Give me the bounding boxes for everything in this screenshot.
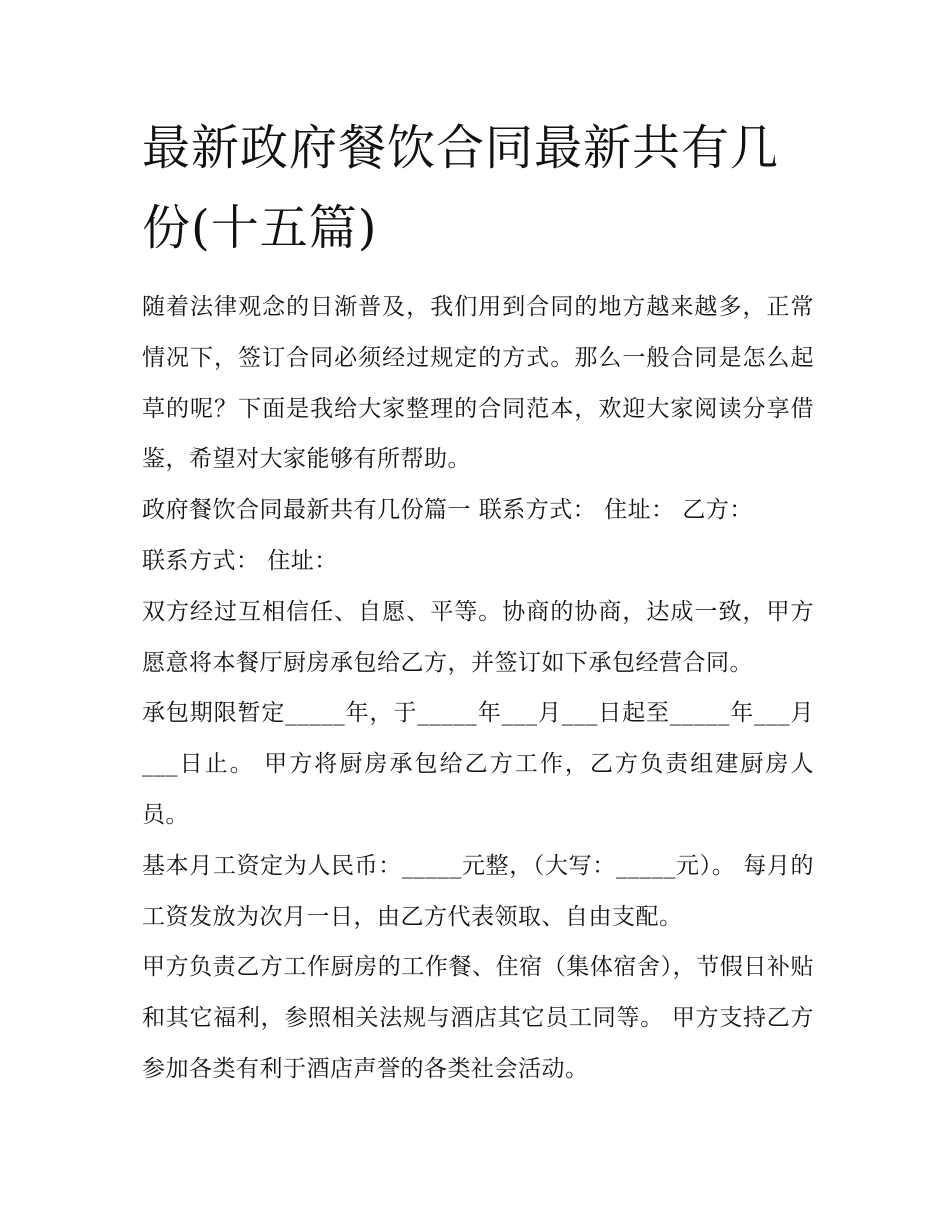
agreement-paragraph: 双方经过互相信任、自愿、平等。协商的协商，达成一致，甲方愿意将本餐厅厨房承包给乙方，并签订如下承包经营合同。 — [142, 598, 814, 676]
contact-line-1: 政府餐饮合同最新共有几份篇一 联系方式： 住址： 乙方： — [142, 497, 753, 524]
salary-paragraph: 基本月工资定为人民币：_____元整，（大写：_____元）。 每月的工资发放为次月一日，由乙方代表领取、自由支配。 — [142, 852, 814, 930]
document-page — [142, 108, 814, 1095]
contact-line-2: 联系方式： 住址： — [142, 547, 338, 574]
benefits-paragraph: 甲方负责乙方工作厨房的工作餐、住宿（集体宿舍），节假日补贴和其它福利，参照相关法规与酒店其它员工同等。 甲方支持乙方参加各类有利于酒店声誉的各类社会活动。 — [142, 954, 814, 1082]
document-title: 最新政府餐饮合同最新共有几份(十五篇) — [142, 120, 780, 256]
term-paragraph: 承包期限暂定_____年，于_____年___月___日起至_____年___月___日止。 甲方将厨房承包给乙方工作，乙方负责组建厨房人员。 — [142, 700, 814, 828]
intro-paragraph: 随着法律观念的日渐普及，我们用到合同的地方越来越多，正常情况下，签订合同必须经过规定的方式。那么一般合同是怎么起草的呢？下面是我给大家整理的合同范本，欢迎大家阅读分享借鉴，希望对大家能够有所帮助。 — [142, 294, 814, 473]
